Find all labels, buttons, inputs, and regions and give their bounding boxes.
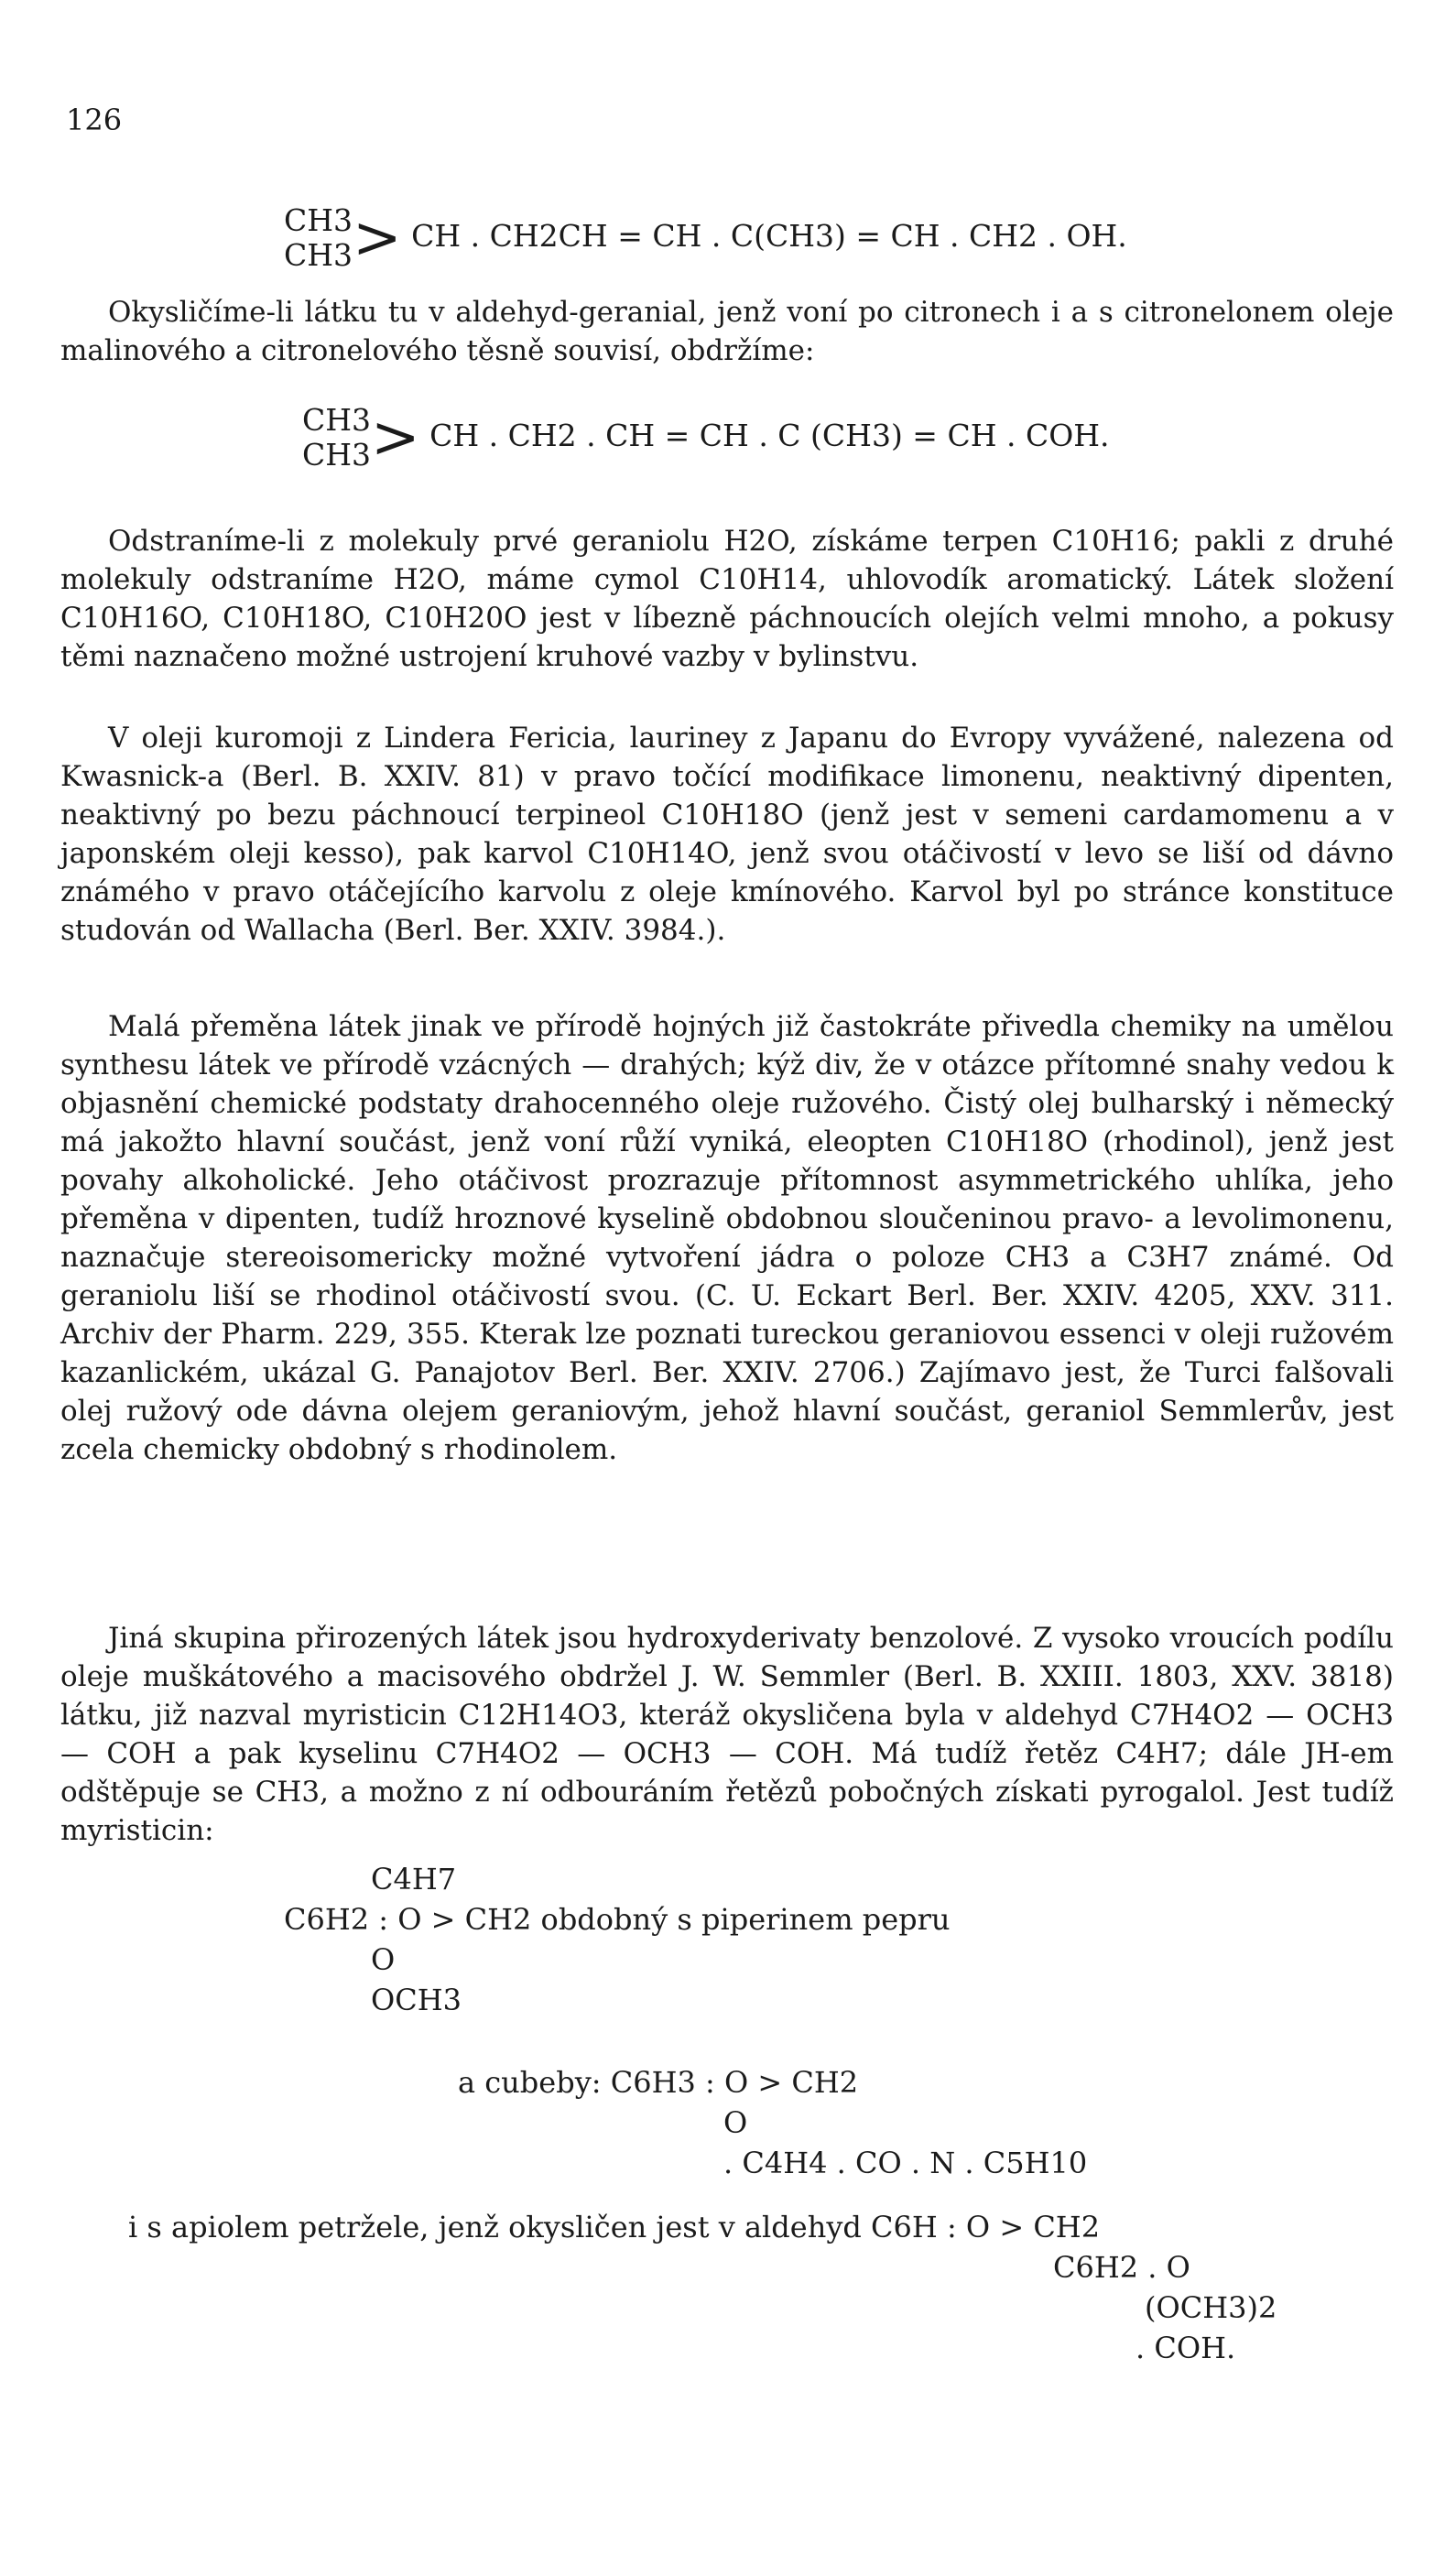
structure-apiol: i s apiolem petržele, jenž okysličen jest v aldehyd C6H : O > CH2 C6H2 . O (OCH3)2 . COH. [128,2210,1277,2365]
bracket-icon: > [371,404,420,472]
paragraph-4: Malá přeměna látek jinak ve přírodě hojných již častokráte přivedla chemiky na umělou synthesu látek ve přírodě vzácných — drahých; kýž div, že v otázce přítomné snahy vedou k objasnění chemické podstaty drahocenného oleje ružového. Čistý olej bulharský i německý má jakožto hlavní součást, jenž voní růží vyniká, eleopten C10H18O (rhodinol), jenž jest povahy alkoholické. Jeho otáčivost prozrazuje přítomnost asymmetrického uhlíka, jeho přeměna v dipenten, tudíž hroznové kyselině obdobnou sloučeninou pravo- a levolimonenu, naznačuje stereoisomericky možné vytvoření jádra o poloze CH3 a C3H7 známé. Od geraniolu liší se rhodinol otáčivostí svou. (C. U. Eckart Berl. Ber. XXIV. 4205, XXV. 311. Archiv der Pharm. 229, 355. Kterak lze poznati tureckou geraniovou essenci v oleji ružovém kazanlickém, ukázal G. Panajotov Berl. Ber. XXIV. 2706.) Zajímavo jest, že Turci falšovali olej ružový ode dávna olejem geraniovým, jehož hlavní součást, geraniol Semmlerův, jest zcela chemicky obdobný s rhodinolem. [60,1010,1394,1466]
formula-geranial [302,403,1110,473]
formula-geraniol [284,203,1127,273]
formula-chain: CH . CH2CH = CH . C(CH3) = CH . CH2 . OH. [411,218,1127,254]
paragraph-3: V oleji kuromoji z Lindera Fericia, lauriney z Japanu do Evropy vyvážené, nalezena od Kwasnick-a (Berl. B. XXIV. 81) v pravo točící modifikace limonenu, neaktivný dipenten, neaktivný po bezu páchnoucí terpineol C10H18O (jenž jest v semeni cardamomenu a v japonském oleji kesso), pak karvol C10H14O, jenž svou otáčivostí v levo se liší od dávno známého v pravo otáčejícího karvolu z oleje kmínového. Karvol byl po stránce konstituce studován od Wallacha (Berl. Ber. XXIV. 3984.). [60,722,1394,947]
page-number: 126 [66,103,123,137]
formula-left-group: CH3 CH3 [284,202,353,273]
formula-chain: CH . CH2 . CH = CH . C (CH3) = CH . COH. [429,418,1110,453]
formula-left-group: CH3 CH3 [302,402,372,473]
bracket-icon: > [353,204,402,272]
structure-myristicin: C4H7 C6H2 : O > CH2 obdobný s piperinem pepru O OCH3 [284,1862,951,2017]
paragraph-5: Jiná skupina přirozených látek jsou hydroxyderivaty benzolové. Z vysoko vroucích podílu oleje muškátového a macisového obdržel J. W. Semmler (Berl. B. XXIII. 1803, XXV. 3818) látku, již nazval myristicin C12H14O3, kteráž okysličena byla v aldehyd C7H4O2 — OCH3 — COH a pak kyselinu C7H4O2 — OCH3 — COH. Má tudíž řetěz C4H7; dále JH-em odštěpuje se CH3, a možno z ní odbouráním řetězů pobočných získati pyrogalol. Jest tudíž myristicin: [60,1622,1394,1847]
structure-cubebin: a cubeby: C6H3 : O > CH2 O . C4H4 . CO . N . C5H10 [458,2065,1088,2180]
paragraph-1: Okysličíme-li látku tu v aldehyd-geranial, jenž voní po citronech i a s citronelonem oleje malinového a citronelového těsně souvisí, obdržíme: [60,296,1394,367]
paragraph-2: Odstraníme-li z molekuly prvé geraniolu H2O, získáme terpen C10H16; pakli z druhé molekuly odstraníme H2O, máme cymol C10H14, uhlovodík aromatický. Látek složení C10H16O, C10H18O, C10H20O jest v líbezně páchnoucích olejích velmi mnoho, a pokusy těmi naznačeno možné ustrojení kruhové vazby v bylinstvu. [60,525,1394,673]
